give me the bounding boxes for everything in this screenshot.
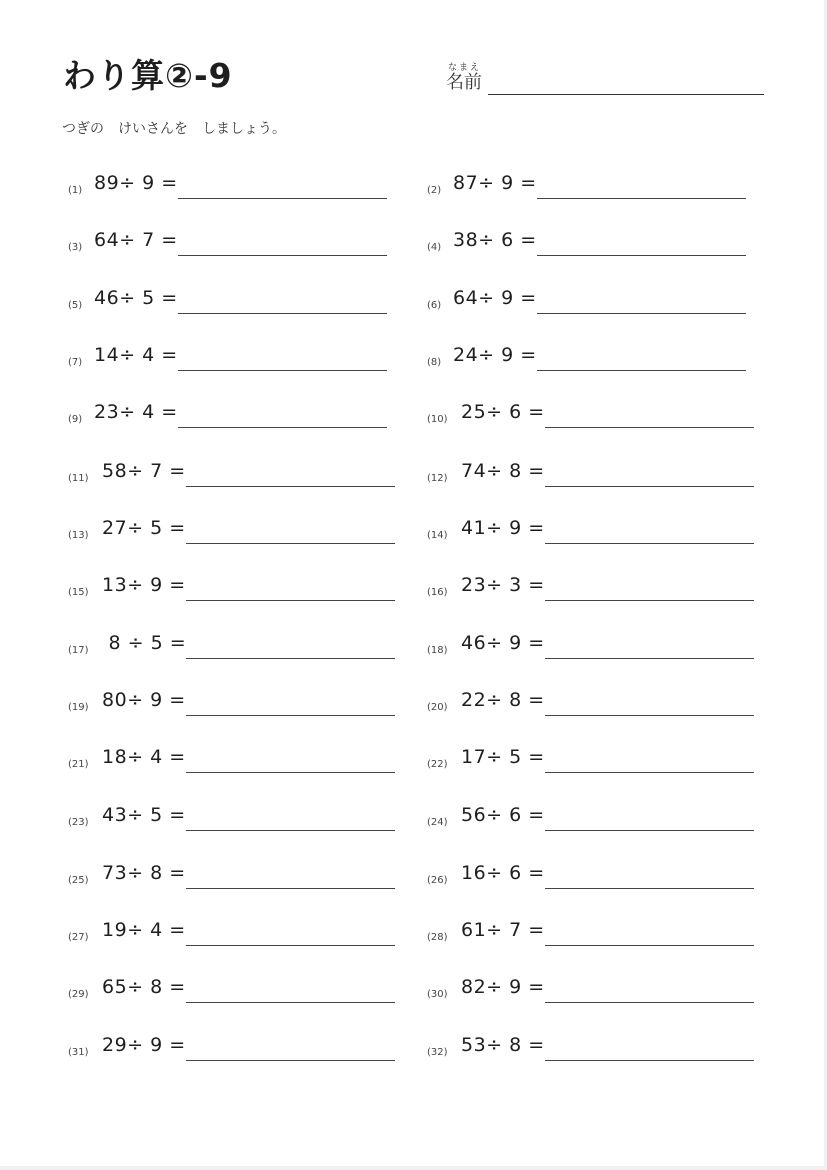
- problem-expression: 64÷ 7 =: [94, 229, 178, 251]
- problem-item: [68, 344, 398, 374]
- problem-expression: 17÷ 5 =: [461, 746, 545, 768]
- name-label: 名前: [446, 72, 482, 93]
- problem-number: (26): [427, 875, 448, 886]
- answer-line[interactable]: [178, 313, 387, 314]
- answer-line[interactable]: [545, 543, 754, 544]
- problem-item: [427, 804, 757, 834]
- problem-item: [68, 746, 398, 776]
- name-ruby: なまえ: [448, 63, 482, 73]
- answer-line[interactable]: [186, 830, 395, 831]
- problem-item: [68, 632, 398, 662]
- problem-item: [427, 517, 757, 547]
- problem-expression: 56÷ 6 =: [461, 804, 545, 826]
- problem-item: [427, 401, 757, 431]
- problem-number: (19): [68, 702, 89, 713]
- answer-line[interactable]: [545, 427, 754, 428]
- answer-line[interactable]: [537, 198, 746, 199]
- problem-number: (16): [427, 587, 448, 598]
- answer-line[interactable]: [545, 830, 754, 831]
- problem-expression: 46÷ 5 =: [94, 287, 178, 309]
- answer-line[interactable]: [537, 255, 746, 256]
- problem-item: [427, 1034, 757, 1064]
- problem-item: [427, 460, 757, 490]
- problem-number: (14): [427, 530, 448, 541]
- page-bottom-edge: [0, 1166, 827, 1170]
- problem-number: (1): [68, 185, 83, 196]
- problem-item: [68, 401, 398, 431]
- problem-item: [68, 287, 398, 317]
- problem-number: (20): [427, 702, 448, 713]
- answer-line[interactable]: [178, 370, 387, 371]
- answer-line[interactable]: [545, 888, 754, 889]
- problem-expression: 64÷ 9 =: [453, 287, 537, 309]
- problem-number: (9): [68, 414, 83, 425]
- problem-item: [427, 862, 757, 892]
- problem-number: (10): [427, 414, 448, 425]
- answer-line[interactable]: [186, 543, 395, 544]
- problem-number: (29): [68, 989, 89, 1000]
- problem-expression: 14÷ 4 =: [94, 344, 178, 366]
- answer-line[interactable]: [186, 1002, 395, 1003]
- problem-number: (2): [427, 185, 442, 196]
- problem-number: (8): [427, 357, 442, 368]
- problem-item: [427, 229, 757, 259]
- problem-item: [427, 919, 757, 949]
- answer-line[interactable]: [186, 1060, 395, 1061]
- answer-line[interactable]: [186, 486, 395, 487]
- problem-expression: 89÷ 9 =: [94, 172, 178, 194]
- problem-expression: 24÷ 9 =: [453, 344, 537, 366]
- problem-item: [68, 919, 398, 949]
- problem-item: [68, 862, 398, 892]
- answer-line[interactable]: [186, 772, 395, 773]
- problem-item: [68, 229, 398, 259]
- answer-line[interactable]: [545, 1060, 754, 1061]
- problem-item: [427, 689, 757, 719]
- problem-item: [427, 344, 757, 374]
- problem-expression: 73÷ 8 =: [102, 862, 186, 884]
- problem-expression: 43÷ 5 =: [102, 804, 186, 826]
- problem-expression: 19÷ 4 =: [102, 919, 186, 941]
- problem-number: (4): [427, 242, 442, 253]
- answer-line[interactable]: [186, 715, 395, 716]
- problem-expression: 13÷ 9 =: [102, 574, 186, 596]
- worksheet-title: わり算②-9: [63, 56, 233, 95]
- problem-expression: 29÷ 9 =: [102, 1034, 186, 1056]
- problem-number: (22): [427, 759, 448, 770]
- problem-expression: 23÷ 3 =: [461, 574, 545, 596]
- problem-expression: 8 ÷ 5 =: [102, 632, 187, 654]
- answer-line[interactable]: [545, 945, 754, 946]
- problem-item: [427, 632, 757, 662]
- problem-number: (30): [427, 989, 448, 1000]
- problem-number: (11): [68, 473, 89, 484]
- answer-line[interactable]: [178, 198, 387, 199]
- problem-expression: 82÷ 9 =: [461, 976, 545, 998]
- problem-item: [68, 976, 398, 1006]
- problem-item: [68, 460, 398, 490]
- problem-expression: 80÷ 9 =: [102, 689, 186, 711]
- problem-number: (32): [427, 1047, 448, 1058]
- problem-item: [68, 172, 398, 202]
- answer-line[interactable]: [545, 486, 754, 487]
- problem-item: [427, 172, 757, 202]
- problem-expression: 74÷ 8 =: [461, 460, 545, 482]
- answer-line[interactable]: [186, 888, 395, 889]
- problem-number: (17): [68, 645, 89, 656]
- answer-line[interactable]: [545, 658, 754, 659]
- problem-number: (5): [68, 300, 83, 311]
- problem-number: (7): [68, 357, 83, 368]
- answer-line[interactable]: [186, 658, 395, 659]
- problem-item: [68, 689, 398, 719]
- answer-line[interactable]: [545, 1002, 754, 1003]
- problem-expression: 16÷ 6 =: [461, 862, 545, 884]
- problem-number: (28): [427, 932, 448, 943]
- problem-expression: 58÷ 7 =: [102, 460, 186, 482]
- problem-item: [68, 804, 398, 834]
- problem-number: (15): [68, 587, 89, 598]
- problem-number: (21): [68, 759, 89, 770]
- answer-line[interactable]: [545, 715, 754, 716]
- instruction-text: つぎの けいさんを しましょう。: [62, 121, 286, 137]
- problem-number: (12): [427, 473, 448, 484]
- problem-expression: 38÷ 6 =: [453, 229, 537, 251]
- problem-item: [427, 746, 757, 776]
- problem-expression: 25÷ 6 =: [461, 401, 545, 423]
- answer-line[interactable]: [186, 600, 395, 601]
- answer-line[interactable]: [537, 313, 746, 314]
- name-input-line[interactable]: [488, 94, 764, 95]
- answer-line[interactable]: [545, 600, 754, 601]
- problem-item: [427, 287, 757, 317]
- problem-number: (23): [68, 817, 89, 828]
- problem-item: [68, 574, 398, 604]
- problem-number: (31): [68, 1047, 89, 1058]
- problem-expression: 27÷ 5 =: [102, 517, 186, 539]
- problem-number: (27): [68, 932, 89, 943]
- problem-expression: 53÷ 8 =: [461, 1034, 545, 1056]
- problem-item: [427, 976, 757, 1006]
- problem-number: (3): [68, 242, 83, 253]
- problem-expression: 18÷ 4 =: [102, 746, 186, 768]
- problem-expression: 65÷ 8 =: [102, 976, 186, 998]
- problem-expression: 87÷ 9 =: [453, 172, 537, 194]
- problem-expression: 46÷ 9 =: [461, 632, 545, 654]
- answer-line[interactable]: [178, 255, 387, 256]
- answer-line[interactable]: [186, 945, 395, 946]
- answer-line[interactable]: [537, 370, 746, 371]
- problem-number: (24): [427, 817, 448, 828]
- problem-expression: 61÷ 7 =: [461, 919, 545, 941]
- problem-number: (6): [427, 300, 442, 311]
- problem-number: (25): [68, 875, 89, 886]
- problem-expression: 41÷ 9 =: [461, 517, 545, 539]
- problem-number: (13): [68, 530, 89, 541]
- problem-expression: 23÷ 4 =: [94, 401, 178, 423]
- answer-line[interactable]: [545, 772, 754, 773]
- problem-number: (18): [427, 645, 448, 656]
- problem-item: [68, 1034, 398, 1064]
- problem-item: [68, 517, 398, 547]
- answer-line[interactable]: [178, 427, 387, 428]
- problem-item: [427, 574, 757, 604]
- name-field: [446, 60, 766, 100]
- problem-expression: 22÷ 8 =: [461, 689, 545, 711]
